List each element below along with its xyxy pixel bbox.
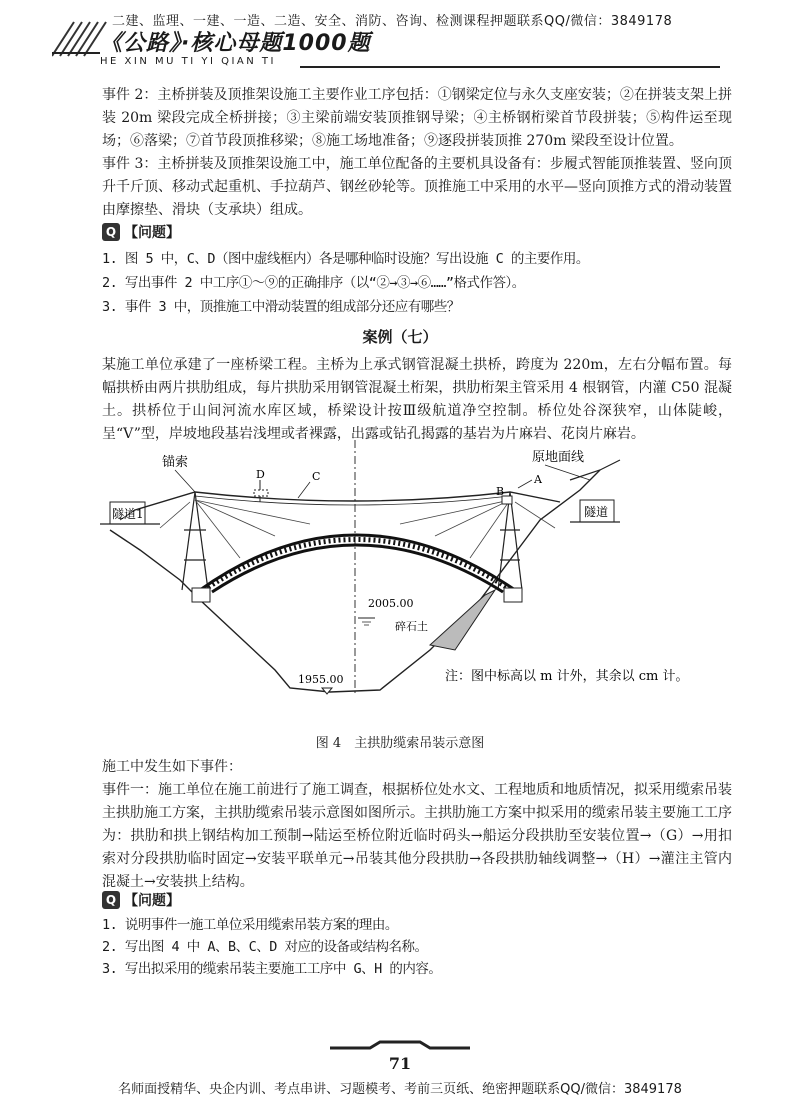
event-3-paragraph: 事件 3：主桥拼装及顶推架设施工中，施工单位配备的主要机具设备有：步履式智能顶推装置、竖向顶升千斤顶、移动式起重机、手拉葫芦、钢丝砂轮等。顶推施工中采用的水平—竖向顶推方式的滑动装置由摩擦垫、滑块（支承块）组成。 (102, 156, 732, 218)
questions-heading-1 (102, 222, 180, 242)
label-gravel-soil: 碎石土 (395, 620, 428, 633)
label-C: C (312, 470, 321, 483)
cable-hoisting-diagram (100, 440, 740, 700)
question-2-1: 1. 说明事件一施工单位采用缆索吊装方案的理由。 (102, 917, 398, 933)
arch-rib-lower (212, 545, 503, 592)
question-1-1: 1. 图 5 中，C、D（图中虚线框内）各是哪种临时设施？写出设施 C 的主要作用。 (102, 251, 589, 267)
label-tunnel-left: 隧道1 (112, 507, 144, 521)
events-intro: 施工中发生如下事件： (102, 759, 242, 775)
questions-title: 【问题】 (124, 225, 180, 241)
page-number-ornament (330, 1040, 470, 1054)
book-title: 《公路》·核心母题1000题 (100, 31, 371, 56)
tower-left (182, 492, 208, 590)
event-1-paragraph: 事件一：施工单位在施工前进行了施工调查，根据桥位处水文、工程地质和地质情况，拟采用缆索吊装主拱肋施工方案，主拱肋缆索吊装示意图如图所示。主拱肋施工方案中拟采用的缆索吊装主要施工工序为：拱肋和拱上钢结构加工预制→陆运至桥位附近临时码头→船运分段拱肋至安装位置→（G）→用扣索对分段拱肋临时固定→安装平联单元→吊装其他分段拱肋→各段拱肋轴线调整→（H）→灌注主管内混凝土→安装拱上结构。 (102, 782, 732, 890)
label-original-ground: 原地面线 (532, 450, 585, 465)
question-2-2: 2. 写出图 4 中 A、B、C、D 对应的设备或结构名称。 (102, 939, 428, 955)
label-B: B (496, 485, 505, 498)
questions-heading-2 (102, 890, 180, 910)
buckle-cables (160, 500, 555, 558)
label-bottom-elevation: 1955.00 (298, 673, 344, 686)
label-water-elevation: 2005.00 (368, 597, 414, 610)
question-2-3: 3. 写出拟采用的缆索吊装主要施工工序中 G、H 的内容。 (102, 961, 442, 977)
event-2-paragraph: 事件 2：主桥拼装及顶推架设施工主要作业工序包括：①钢梁定位与永久支座安装；②在拼装支架上拼装 20m 梁段完成全桥拼接；③主梁前端安装顶推钢导梁；④主桥钢桁梁首节段拼装；⑤构件运至现场；⑥落梁；⑦首节段顶推移梁；⑧施工场地准备；⑨逐段拼装顶推 270m 梁段至设计位置。 (102, 87, 732, 149)
question-icon: Q (102, 891, 120, 909)
arch-truss-web (204, 540, 511, 591)
label-D: D (256, 468, 265, 481)
questions-title: 【问题】 (124, 893, 180, 909)
arch-footing-right (504, 588, 522, 602)
footer-contact-line: 名师面授精华、央企内训、考点串讲、习题模考、考前三页纸、绝密押题联系QQ/微信：3849178 (118, 1082, 682, 1097)
C-leader (298, 482, 310, 498)
anchor-leader-line (175, 470, 195, 492)
tower-right (498, 492, 522, 590)
header-rule-right (300, 66, 720, 68)
question-icon: Q (102, 223, 120, 241)
header-rule-left (52, 52, 100, 54)
figure-note: 注：图中标高以 m 计外，其余以 cm 计。 (445, 669, 689, 684)
question-1-3: 3. 事件 3 中，顶推施工中滑动装置的组成部分还应有哪些？ (102, 299, 460, 315)
D-box (254, 490, 268, 496)
label-anchor-cable: 锚索 (162, 455, 189, 470)
figure-caption: 图 4 主拱肋缆索吊装示意图 (315, 736, 485, 751)
arch-footing-left (192, 588, 210, 602)
gravel-soil-area (430, 590, 495, 650)
page-number: 71 (388, 1054, 412, 1073)
header-contact-line: 二建、监理、一建、一造、二造、安全、消防、咨询、检测课程押题联系QQ/微信：3849178 (112, 14, 673, 29)
question-1-2: 2. 写出事件 2 中工序①～⑨的正确排序（以“②→③→⑥……”格式作答）。 (102, 275, 525, 291)
case-intro-paragraph: 某施工单位承建了一座桥梁工程。主桥为上承式钢管混凝土拱桥，跨度为 220m，左右分幅布置。每幅拱桥由两片拱肋组成，每片拱肋采用钢管混凝土桁架，拱肋桁架主管采用 4 根钢管，内灌 C50 混凝土。拱桥位于山间河流水库区域，桥梁设计按Ⅲ级航道净空控制。桥位处谷深狭窄，山体陡峻，呈“V”型，岸坡地段基岩浅埋或者裸露，出露或钻孔揭露的基岩为片麻岩、花岗片麻岩。 (102, 357, 732, 442)
case-title: 案例（七） (362, 328, 438, 346)
label-A: A (534, 473, 542, 486)
book-pinyin: HE XIN MU TI YI QIAN TI (100, 56, 276, 67)
label-tunnel-right: 隧道 (584, 505, 609, 519)
